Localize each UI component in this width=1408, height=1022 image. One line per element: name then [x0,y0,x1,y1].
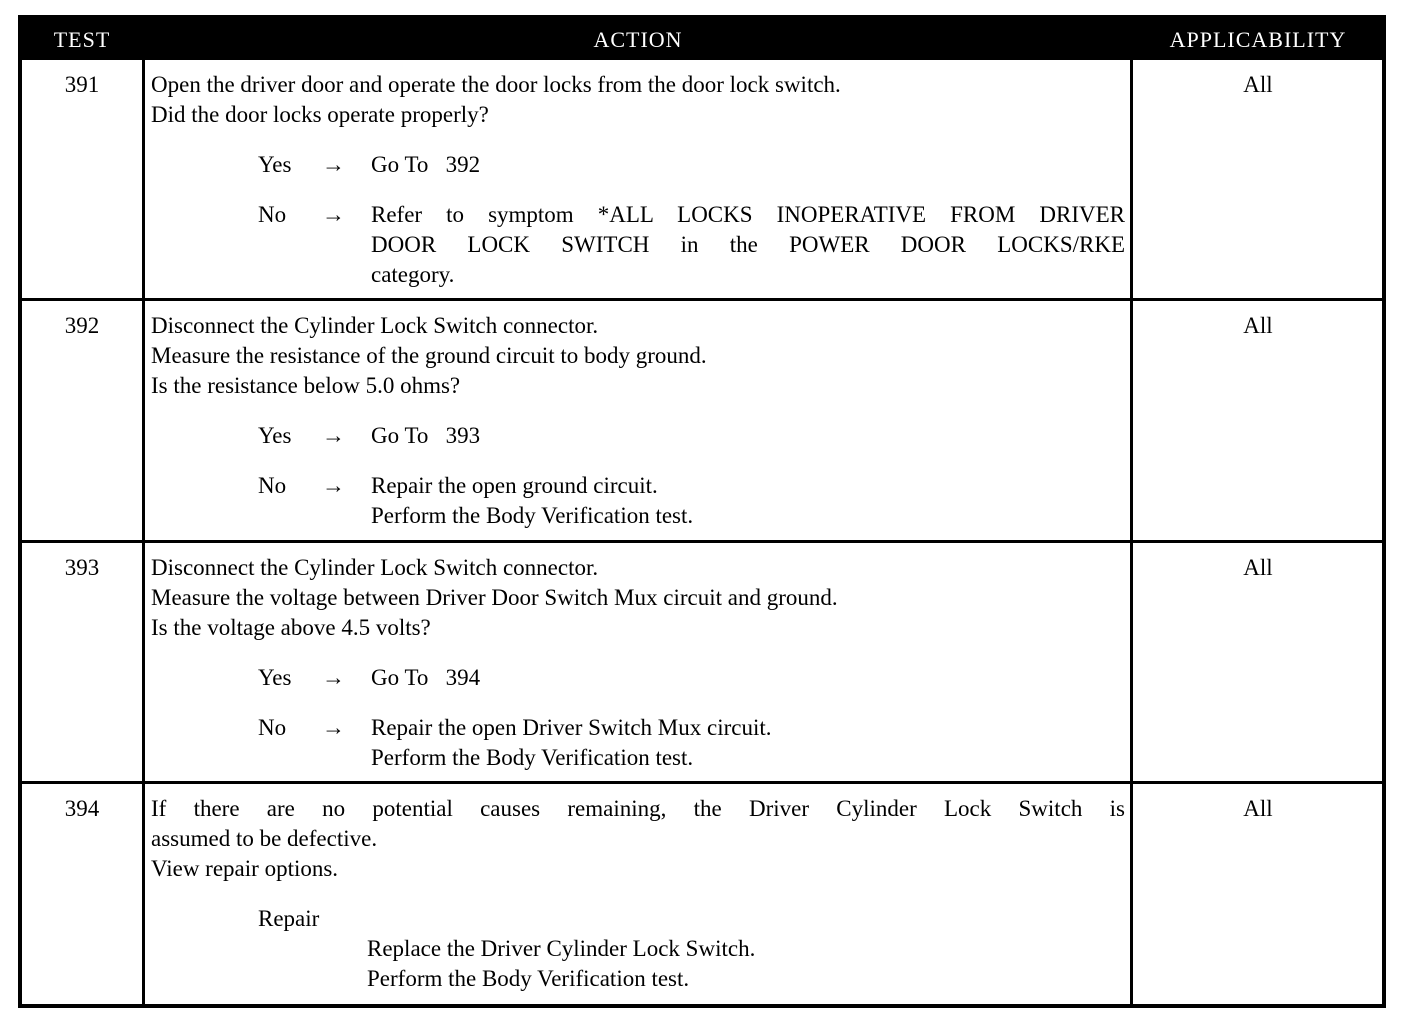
no-result-line: DOOR LOCK SWITCH in the POWER DOOR LOCKS/RKE [371,232,1125,257]
yes-result: Go To 392 [371,152,481,177]
action-line: Is the resistance below 5.0 ohms? [151,373,461,398]
test-number: 394 [64,796,100,821]
no-branch [151,200,1125,290]
table-row-392 [22,301,1382,540]
action-line: If there are no potential causes remaining, the Driver Cylinder Lock Switch is [151,796,1125,821]
applicability-value: All [1243,796,1273,821]
no-label: No [258,473,287,498]
action-line: View repair options. [151,856,339,881]
no-result-line: Perform the Body Verification test. [371,745,694,770]
yes-branch [151,421,1125,451]
no-result-line: category. [371,262,455,287]
yes-branch [151,663,1125,693]
no-result-line: Repair the open ground circuit. [371,473,658,498]
action-cell [151,794,1125,994]
no-result-line: Refer to symptom *ALL LOCKS INOPERATIVE FROM DRIVER [371,202,1125,227]
table-row-391 [22,60,1382,298]
no-branch [151,471,1125,531]
arrow-icon: → [322,665,345,690]
action-line: Disconnect the Cylinder Lock Switch connector. [151,313,599,338]
arrow-icon: → [322,152,345,177]
repair-line: Perform the Body Verification test. [367,966,690,991]
action-line: Is the voltage above 4.5 volts? [151,615,431,640]
table-header [22,19,1382,60]
table-row-394 [22,784,1382,1008]
arrow-icon: → [322,202,345,227]
yes-result: Go To 394 [371,665,481,690]
arrow-icon: → [322,473,345,498]
action-line: assumed to be defective. [151,826,378,851]
action-line: Did the door locks operate properly? [151,102,489,127]
repair-line: Replace the Driver Cylinder Lock Switch. [367,936,756,961]
arrow-icon: → [322,423,345,448]
applicability-value: All [1243,313,1273,338]
test-number: 392 [64,313,100,338]
header-action: ACTION [593,27,683,52]
yes-label: Yes [258,152,292,177]
action-cell [151,311,1125,531]
action-cell [151,553,1125,773]
arrow-icon: → [322,715,345,740]
action-cell [151,70,1125,290]
table-row-393 [22,543,1382,781]
yes-branch [151,150,1125,180]
yes-result: Go To 393 [371,423,481,448]
action-line: Measure the resistance of the ground circuit to body ground. [151,343,707,368]
test-number: 393 [64,555,100,580]
applicability-value: All [1243,555,1273,580]
applicability-value: All [1243,72,1273,97]
no-branch [151,713,1125,773]
no-label: No [258,202,287,227]
yes-label: Yes [258,665,292,690]
header-test: TEST [53,27,111,52]
repair-label: Repair [258,906,320,931]
yes-label: Yes [258,423,292,448]
no-result-line: Repair the open Driver Switch Mux circuit. [371,715,772,740]
action-line: Disconnect the Cylinder Lock Switch connector. [151,555,599,580]
header-applicability: APPLICABILITY [1169,27,1347,52]
test-number: 391 [64,72,100,97]
no-result-line: Perform the Body Verification test. [371,503,694,528]
action-line: Open the driver door and operate the door locks from the door lock switch. [151,72,841,97]
action-line: Measure the voltage between Driver Door Switch Mux circuit and ground. [151,585,838,610]
repair-options [367,934,1125,994]
no-label: No [258,715,287,740]
diagnostic-table [18,15,1386,1008]
